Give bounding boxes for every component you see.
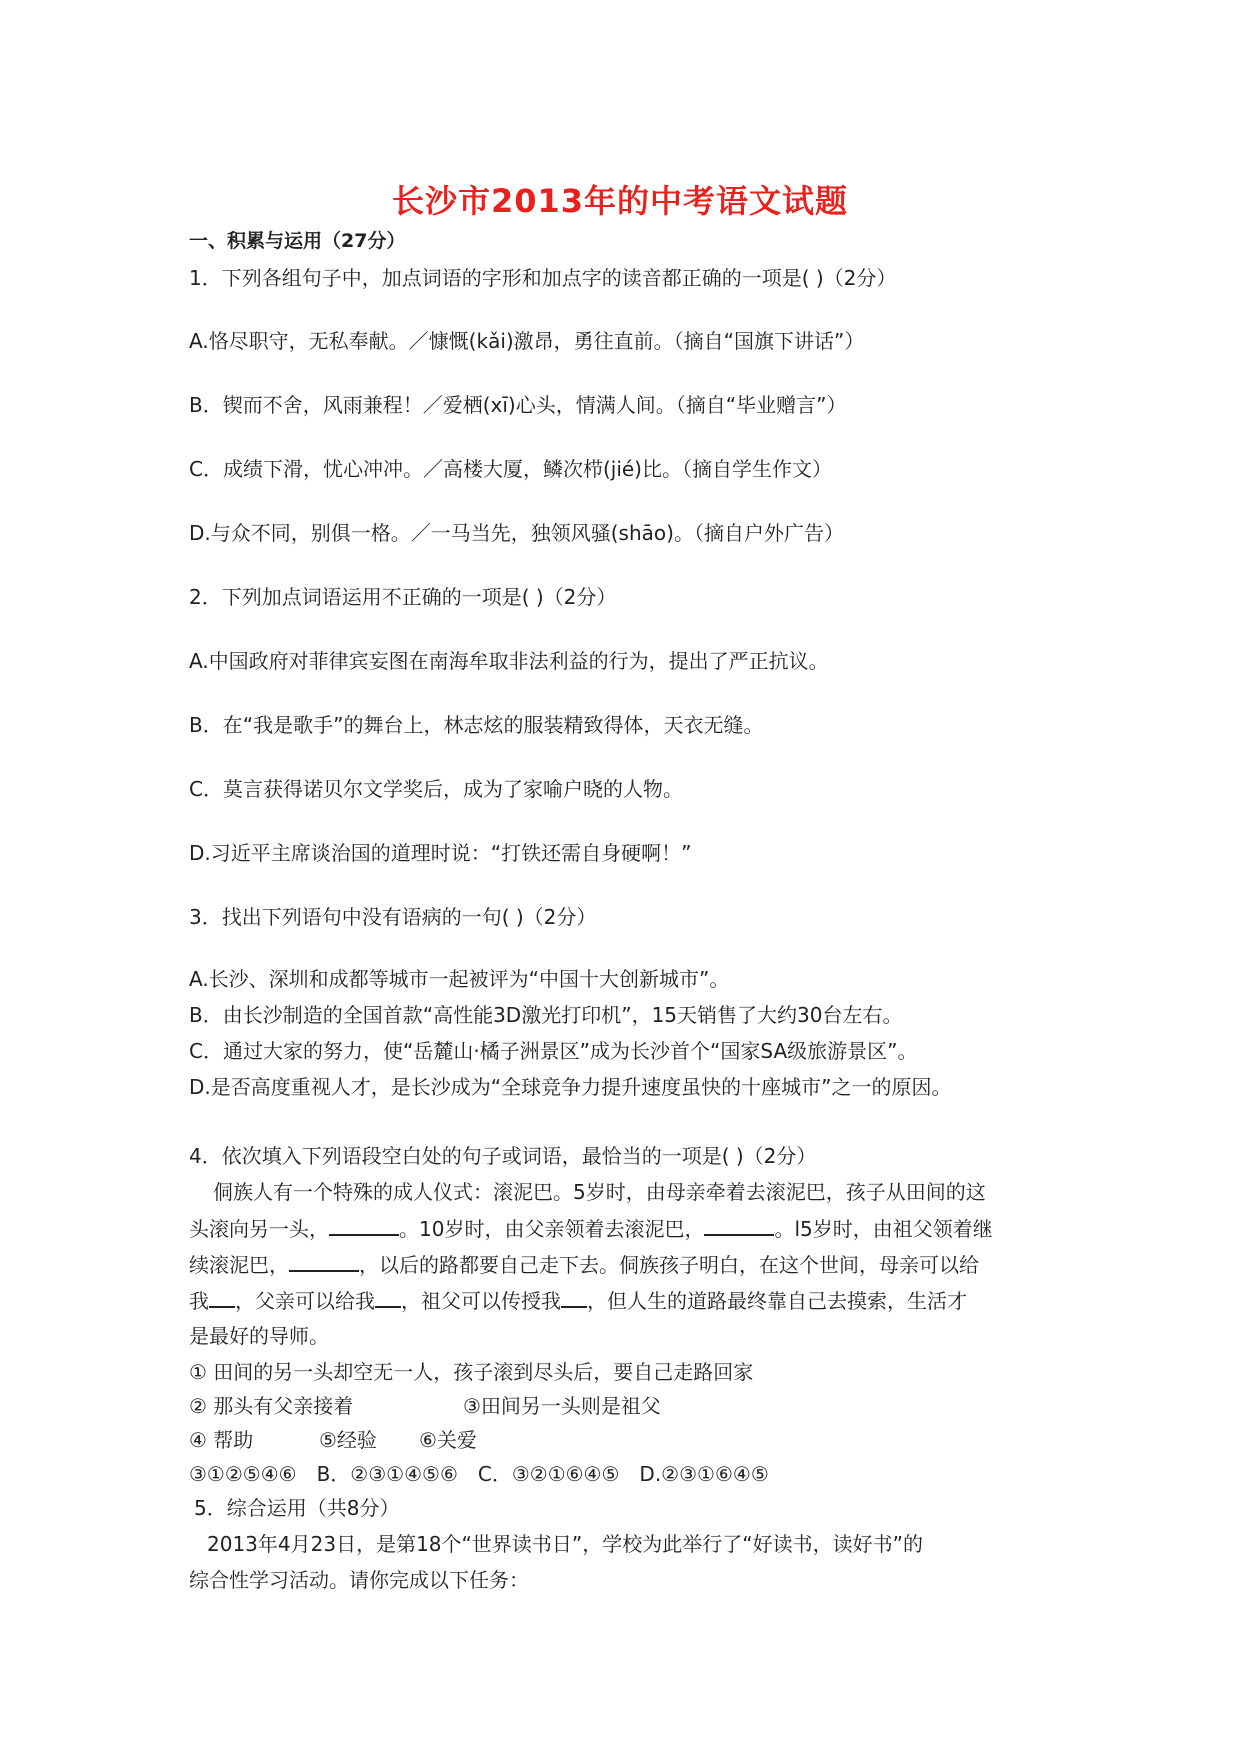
answer-blank[interactable]	[375, 1286, 401, 1308]
q2-option-c: C．莫言获得诺贝尔文学奖后，成为了家喻户晓的人物。	[189, 777, 683, 801]
q5-passage-line-2: 综合性学习活动。请你完成以下任务：	[189, 1568, 529, 1592]
question-3-stem: 3．找出下列语句中没有语病的一句( )（2分）	[189, 905, 597, 929]
answer-blank[interactable]	[209, 1286, 235, 1308]
page-title: 长沙市2013年的中考语文试题	[391, 182, 849, 220]
q4-passage-line-2	[189, 1214, 993, 1243]
q1-option-d: D.与众不同，别俱一格。／一马当先，独领风骚(shāo)。（摘自户外广告）	[189, 521, 844, 545]
q4-choice-2: ② 那头有父亲接着	[189, 1394, 354, 1418]
q4-passage-line-5: 是最好的导师。	[189, 1324, 329, 1348]
q4-choice-5: ⑤经验	[319, 1428, 377, 1452]
answer-blank[interactable]	[561, 1286, 587, 1308]
passage-text: ，父亲可以给我	[235, 1289, 375, 1313]
answer-blank[interactable]	[704, 1214, 774, 1236]
q3-option-c: C．通过大家的努力，使“岳麓山·橘子洲景区”成为长沙首个“国家SA级旅游景区”。	[189, 1039, 918, 1063]
q4-passage-line-4	[189, 1286, 967, 1315]
q2-option-a: A.中国政府对菲律宾妄图在南海牟取非法利益的行为，提出了严正抗议。	[189, 649, 829, 673]
q4-choice-3: ③田间另一头则是祖父	[463, 1394, 661, 1418]
question-5-stem: 5．综合运用（共8分）	[194, 1496, 400, 1520]
passage-text: 头滚向另一头，	[189, 1217, 329, 1241]
passage-text: 我	[189, 1289, 209, 1313]
q4-passage-line-3	[189, 1250, 979, 1279]
q3-option-a: A.长沙、深圳和成都等城市一起被评为“中国十大创新城市”。	[189, 967, 730, 991]
passage-text: ，祖父可以传授我	[401, 1289, 561, 1313]
passage-text: 。l5岁时，由祖父领着继	[774, 1217, 993, 1241]
q3-option-b: B．由长沙制造的全国首款“高性能3D激光打印机”，15天销售了大约30台左右。	[189, 1003, 903, 1027]
section-heading: 一、积累与运用（27分）	[189, 230, 406, 252]
question-2-stem: 2．下列加点词语运用不正确的一项是( )（2分）	[189, 585, 617, 609]
q2-option-b: B．在“我是歌手”的舞台上，林志炫的服装精致得体，天衣无缝。	[189, 713, 764, 737]
q4-passage-line-1: 侗族人有一个特殊的成人仪式：滚泥巴。5岁时，由母亲牵着去滚泥巴，孩子从田间的这	[213, 1180, 986, 1204]
q4-choice-1: ① 田间的另一头却空无一人，孩子滚到尽头后，要自己走路回家	[189, 1360, 754, 1384]
q3-option-d: D.是否高度重视人才，是长沙成为“全球竞争力提升速度虽快的十座城市”之一的原因。	[189, 1075, 952, 1099]
passage-text: 续滚泥巴，	[189, 1253, 289, 1277]
q1-option-c: C．成绩下滑，忧心冲冲。／高楼大厦，鳞次栉(jié)比。（摘自学生作文）	[189, 457, 832, 481]
q1-option-b: B．锲而不舍，风雨兼程！／爱栖(xī)心头，情满人间。（摘自“毕业赠言”）	[189, 393, 847, 417]
question-1-stem: 1．下列各组句子中，加点词语的字形和加点字的读音都正确的一项是( )（2分）	[189, 266, 897, 290]
answer-blank[interactable]	[329, 1214, 399, 1236]
question-4-stem: 4．依次填入下列语段空白处的句子或词语，最恰当的一项是( )（2分）	[189, 1144, 817, 1168]
q4-answer-options: ③①②⑤④⑥ B．②③①④⑤⑥ C．③②①⑥④⑤ D.②③①⑥④⑤	[189, 1462, 769, 1486]
answer-blank[interactable]	[289, 1250, 359, 1272]
q5-passage-line-1: 2013年4月23日，是第18个“世界读书日”，学校为此举行了“好读书，读好书”的	[207, 1532, 923, 1556]
q2-option-d: D.习近平主席谈治国的道理时说：“打铁还需自身硬啊！”	[189, 841, 692, 865]
passage-text: 。10岁时，由父亲领着去滚泥巴，	[399, 1217, 705, 1241]
passage-text: ，以后的路都要自己走下去。侗族孩子明白，在这个世间，母亲可以给	[359, 1253, 979, 1277]
q4-choice-6: ⑥关爱	[419, 1428, 477, 1452]
q1-option-a: A.恪尽职守，无私奉献。／慷慨(kǎi)激昂，勇往直前。（摘自“国旗下讲话”）	[189, 329, 865, 353]
q4-choice-4: ④ 帮助	[189, 1428, 254, 1452]
passage-text: ，但人生的道路最终靠自己去摸索，生活才	[587, 1289, 967, 1313]
